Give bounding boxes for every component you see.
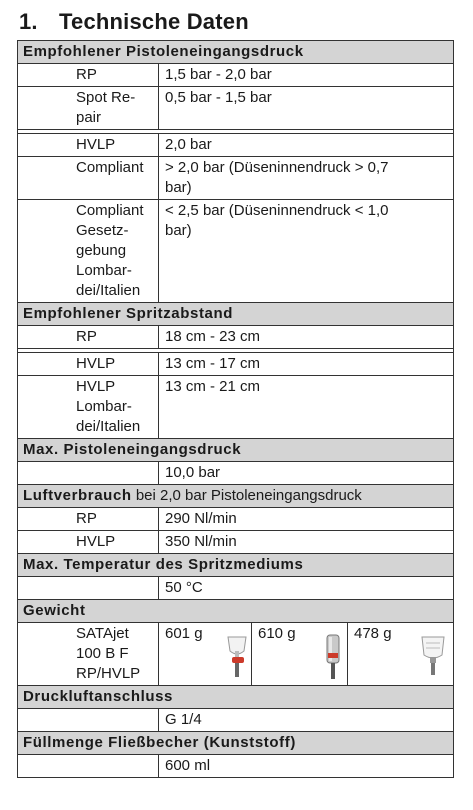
section-title: Technische Daten: [59, 9, 249, 34]
section-header: Max. Pistoleneingangsdruck: [18, 439, 454, 462]
row-label: RP: [18, 508, 159, 531]
row-value: 10,0 bar: [159, 462, 454, 485]
section-header: Füllmenge Fließbecher (Kunststoff): [18, 732, 454, 755]
row-label: HVLP: [18, 531, 159, 554]
weight-cell: [252, 623, 348, 686]
plastic-cup-gun-icon: [224, 635, 250, 681]
row-value: 50 °C: [159, 577, 454, 600]
section-header: Gewicht: [18, 600, 454, 623]
weight-cell: [159, 623, 252, 686]
technical-data-table: [17, 40, 454, 778]
row-label: Spot Re- pair: [18, 87, 159, 130]
row-label: HVLP Lombar- dei/Italien: [18, 376, 159, 439]
row-label: Compliant: [18, 157, 159, 200]
section-header: [18, 485, 454, 508]
page-title: [19, 9, 249, 35]
row-label-empty: [18, 709, 159, 732]
weight-cell: [348, 623, 454, 686]
row-label-empty: [18, 755, 159, 778]
weight-value: 610 g: [258, 625, 296, 642]
row-label-empty: [18, 462, 159, 485]
row-value: > 2,0 bar (Düseninnendruck > 0,7 bar): [159, 157, 454, 200]
section-header: Druckluftanschluss: [18, 686, 454, 709]
section-header: Max. Temperatur des Spritzmediums: [18, 554, 454, 577]
row-value: 600 ml: [159, 755, 454, 778]
weight-value: 478 g: [354, 625, 392, 642]
row-value: G 1/4: [159, 709, 454, 732]
weight-value: 601 g: [165, 625, 203, 642]
row-label-empty: [18, 577, 159, 600]
metal-cup-gun-icon: [322, 633, 344, 681]
row-value: 1,5 bar - 2,0 bar: [159, 64, 454, 87]
row-label: HVLP: [18, 134, 159, 157]
row-value: 350 Nl/min: [159, 531, 454, 554]
row-value: 0,5 bar - 1,5 bar: [159, 87, 454, 130]
row-value: 2,0 bar: [159, 134, 454, 157]
section-header: Empfohlener Pistoleneingangsdruck: [18, 41, 454, 64]
row-value: < 2,5 bar (Düseninnendruck < 1,0 bar): [159, 200, 454, 303]
section-header-bold: Luftverbrauch: [23, 487, 132, 504]
row-label: SATAjet 100 B F RP/HVLP: [18, 623, 159, 686]
section-number: 1.: [19, 9, 38, 34]
row-value: 290 Nl/min: [159, 508, 454, 531]
row-value: 18 cm - 23 cm: [159, 326, 454, 349]
row-label: RP: [18, 326, 159, 349]
row-value: 13 cm - 21 cm: [159, 376, 454, 439]
section-header: Empfohlener Spritzabstand: [18, 303, 454, 326]
row-label: HVLP: [18, 353, 159, 376]
row-value: 13 cm - 17 cm: [159, 353, 454, 376]
row-label: Compliant Gesetz- gebung Lombar- dei/Italien: [18, 200, 159, 303]
row-label: RP: [18, 64, 159, 87]
rps-cup-gun-icon: [418, 633, 448, 677]
section-header-note: bei 2,0 bar Pistoleneingangsdruck: [131, 487, 362, 504]
